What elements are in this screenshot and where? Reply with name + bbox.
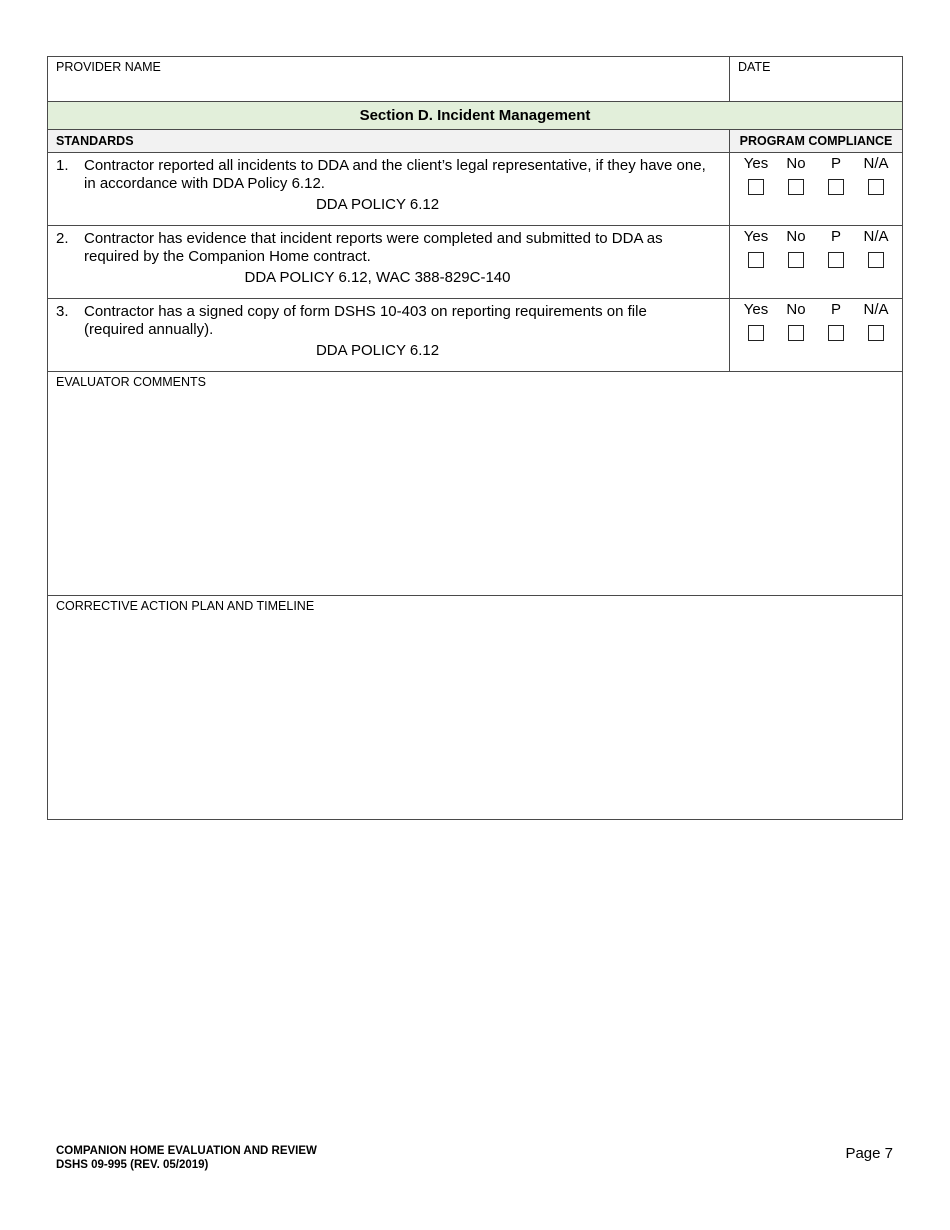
checkbox-no[interactable]	[788, 325, 804, 341]
option-label-na: N/A	[863, 155, 889, 172]
evaluator-comments-label: EVALUATOR COMMENTS	[56, 375, 207, 389]
program-compliance-header: PROGRAM COMPLIANCE	[730, 130, 903, 153]
option-label-no: No	[786, 228, 806, 245]
standards-header: STANDARDS	[48, 130, 730, 153]
date-label: DATE	[738, 60, 771, 74]
corrective-action-label: CORRECTIVE ACTION PLAN AND TIMELINE	[56, 599, 315, 613]
checkbox-yes[interactable]	[748, 179, 764, 195]
corrective-action-field[interactable]	[48, 596, 903, 820]
standard-reference: DDA POLICY 6.12	[315, 196, 440, 213]
option-label-no: No	[786, 301, 806, 318]
standard-number: 1.	[56, 157, 69, 174]
form-title: COMPANION HOME EVALUATION AND REVIEW	[56, 1145, 317, 1157]
option-label-na: N/A	[863, 301, 889, 318]
form-number: DSHS 09-995 (REV. 05/2019)	[56, 1159, 209, 1171]
checkbox-na[interactable]	[868, 325, 884, 341]
evaluation-form-table	[47, 56, 903, 820]
standard-text: Contractor has evidence that incident reports were completed and submitted to DDA as required by the Companion Home contract.	[84, 230, 663, 265]
form-footer	[56, 1144, 317, 1172]
option-label-partial: P	[830, 228, 841, 245]
checkbox-partial[interactable]	[828, 179, 844, 195]
standard-text: Contractor reported all incidents to DDA and the client’s legal representative, if they have one, in accordance with DDA Policy 6.12.	[84, 157, 706, 192]
option-label-yes: Yes	[743, 228, 769, 245]
page-number: Page 7	[845, 1145, 893, 1162]
standard-text: Contractor has a signed copy of form DSHS 10-403 on reporting requirements on file (required annually).	[84, 303, 647, 338]
standard-number: 2.	[56, 230, 69, 247]
checkbox-no[interactable]	[788, 252, 804, 268]
compliance-options	[730, 226, 903, 299]
provider-name-label: PROVIDER NAME	[56, 60, 161, 74]
standard-reference: DDA POLICY 6.12, WAC 388-829C-140	[244, 269, 511, 286]
standard-reference: DDA POLICY 6.12	[315, 342, 440, 359]
standard-item	[48, 299, 730, 372]
checkbox-partial[interactable]	[828, 252, 844, 268]
date-field[interactable]	[730, 57, 903, 102]
option-label-na: N/A	[863, 228, 889, 245]
standard-item	[48, 153, 730, 226]
compliance-options	[730, 153, 903, 226]
standard-item	[48, 226, 730, 299]
option-label-partial: P	[830, 301, 841, 318]
section-title: Section D. Incident Management	[48, 102, 903, 130]
compliance-options	[730, 299, 903, 372]
checkbox-yes[interactable]	[748, 252, 764, 268]
option-label-yes: Yes	[743, 155, 769, 172]
option-label-yes: Yes	[743, 301, 769, 318]
standard-number: 3.	[56, 303, 69, 320]
provider-name-field[interactable]	[48, 57, 730, 102]
option-label-partial: P	[830, 155, 841, 172]
evaluator-comments-field[interactable]	[48, 372, 903, 596]
option-label-no: No	[786, 155, 806, 172]
checkbox-na[interactable]	[868, 252, 884, 268]
checkbox-no[interactable]	[788, 179, 804, 195]
checkbox-partial[interactable]	[828, 325, 844, 341]
checkbox-na[interactable]	[868, 179, 884, 195]
checkbox-yes[interactable]	[748, 325, 764, 341]
